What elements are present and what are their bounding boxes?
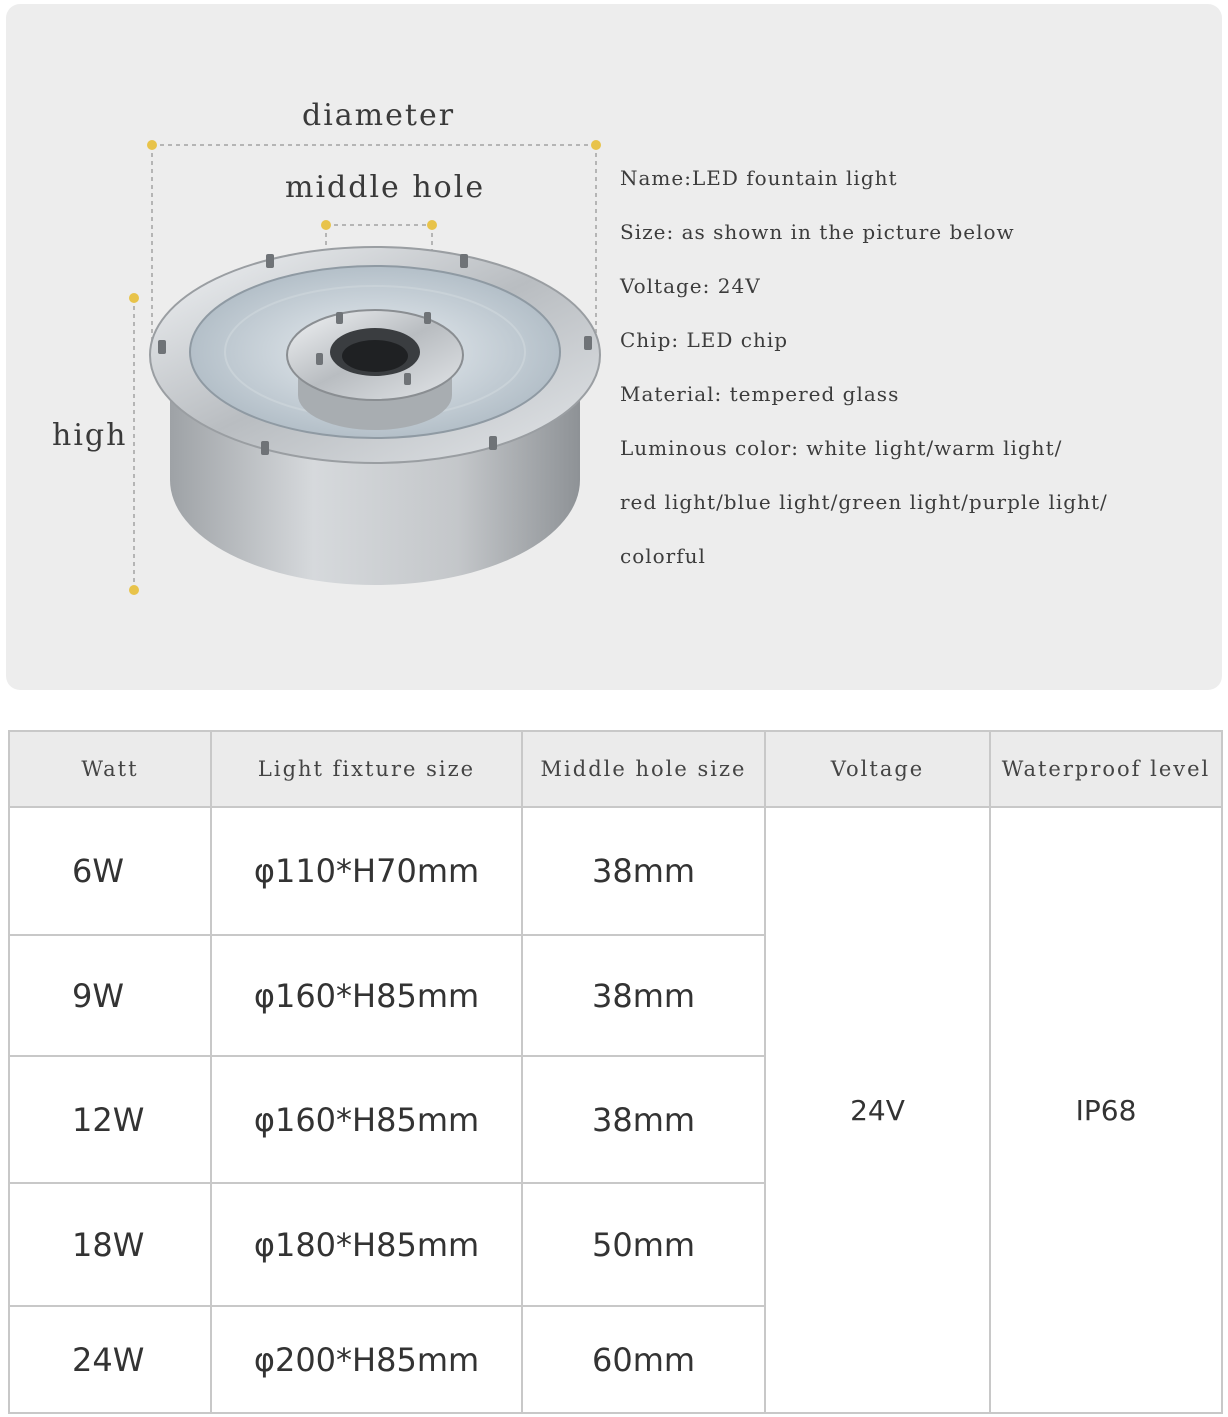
spec-voltage: Voltage: 24V [620, 274, 761, 298]
spec-material: Material: tempered glass [620, 382, 900, 406]
light-fixture [150, 247, 600, 585]
table-row [9, 807, 1222, 935]
spec-list [620, 158, 1200, 590]
specification-table [8, 730, 1223, 1414]
spec-name: Name:LED fountain light [620, 166, 898, 190]
watt-cell: 12W [9, 1056, 211, 1183]
header-fixture-size: Light fixture size [211, 731, 522, 807]
watt-cell: 18W [9, 1183, 211, 1306]
waterproof-cell: IP68 [990, 807, 1222, 1413]
watt-cell: 9W [9, 935, 211, 1056]
hole-size-cell: 38mm [522, 807, 765, 935]
header-hole-size: Middle hole size [522, 731, 765, 807]
watt-cell: 24W [9, 1306, 211, 1413]
fixture-size-cell: φ160*H85mm [211, 935, 522, 1056]
header-waterproof: Waterproof level [990, 731, 1222, 807]
fixture-size-cell: φ180*H85mm [211, 1183, 522, 1306]
fixture-size-cell: φ200*H85mm [211, 1306, 522, 1413]
header-watt: Watt [9, 731, 211, 807]
spec-luminous-color-end: colorful [620, 544, 706, 568]
header-voltage: Voltage [765, 731, 990, 807]
voltage-cell: 24V [765, 807, 990, 1413]
spec-size: Size: as shown in the picture below [620, 220, 1015, 244]
hole-size-cell: 38mm [522, 935, 765, 1056]
spec-chip: Chip: LED chip [620, 328, 789, 352]
table-header-row [9, 731, 1222, 807]
spec-luminous-color: Luminous color: white light/warm light/ [620, 436, 1063, 460]
high-label: high [52, 418, 128, 453]
watt-cell: 6W [9, 807, 211, 935]
fixture-size-cell: φ110*H70mm [211, 807, 522, 935]
height-dimension-line [129, 293, 139, 595]
fixture-size-cell: φ160*H85mm [211, 1056, 522, 1183]
hole-size-cell: 38mm [522, 1056, 765, 1183]
spec-luminous-color-cont: red light/blue light/green light/purple light/ [620, 490, 1108, 514]
diameter-label: diameter [302, 98, 456, 133]
hole-size-cell: 60mm [522, 1306, 765, 1413]
hole-size-cell: 50mm [522, 1183, 765, 1306]
middle-hole-label: middle hole [285, 170, 486, 205]
